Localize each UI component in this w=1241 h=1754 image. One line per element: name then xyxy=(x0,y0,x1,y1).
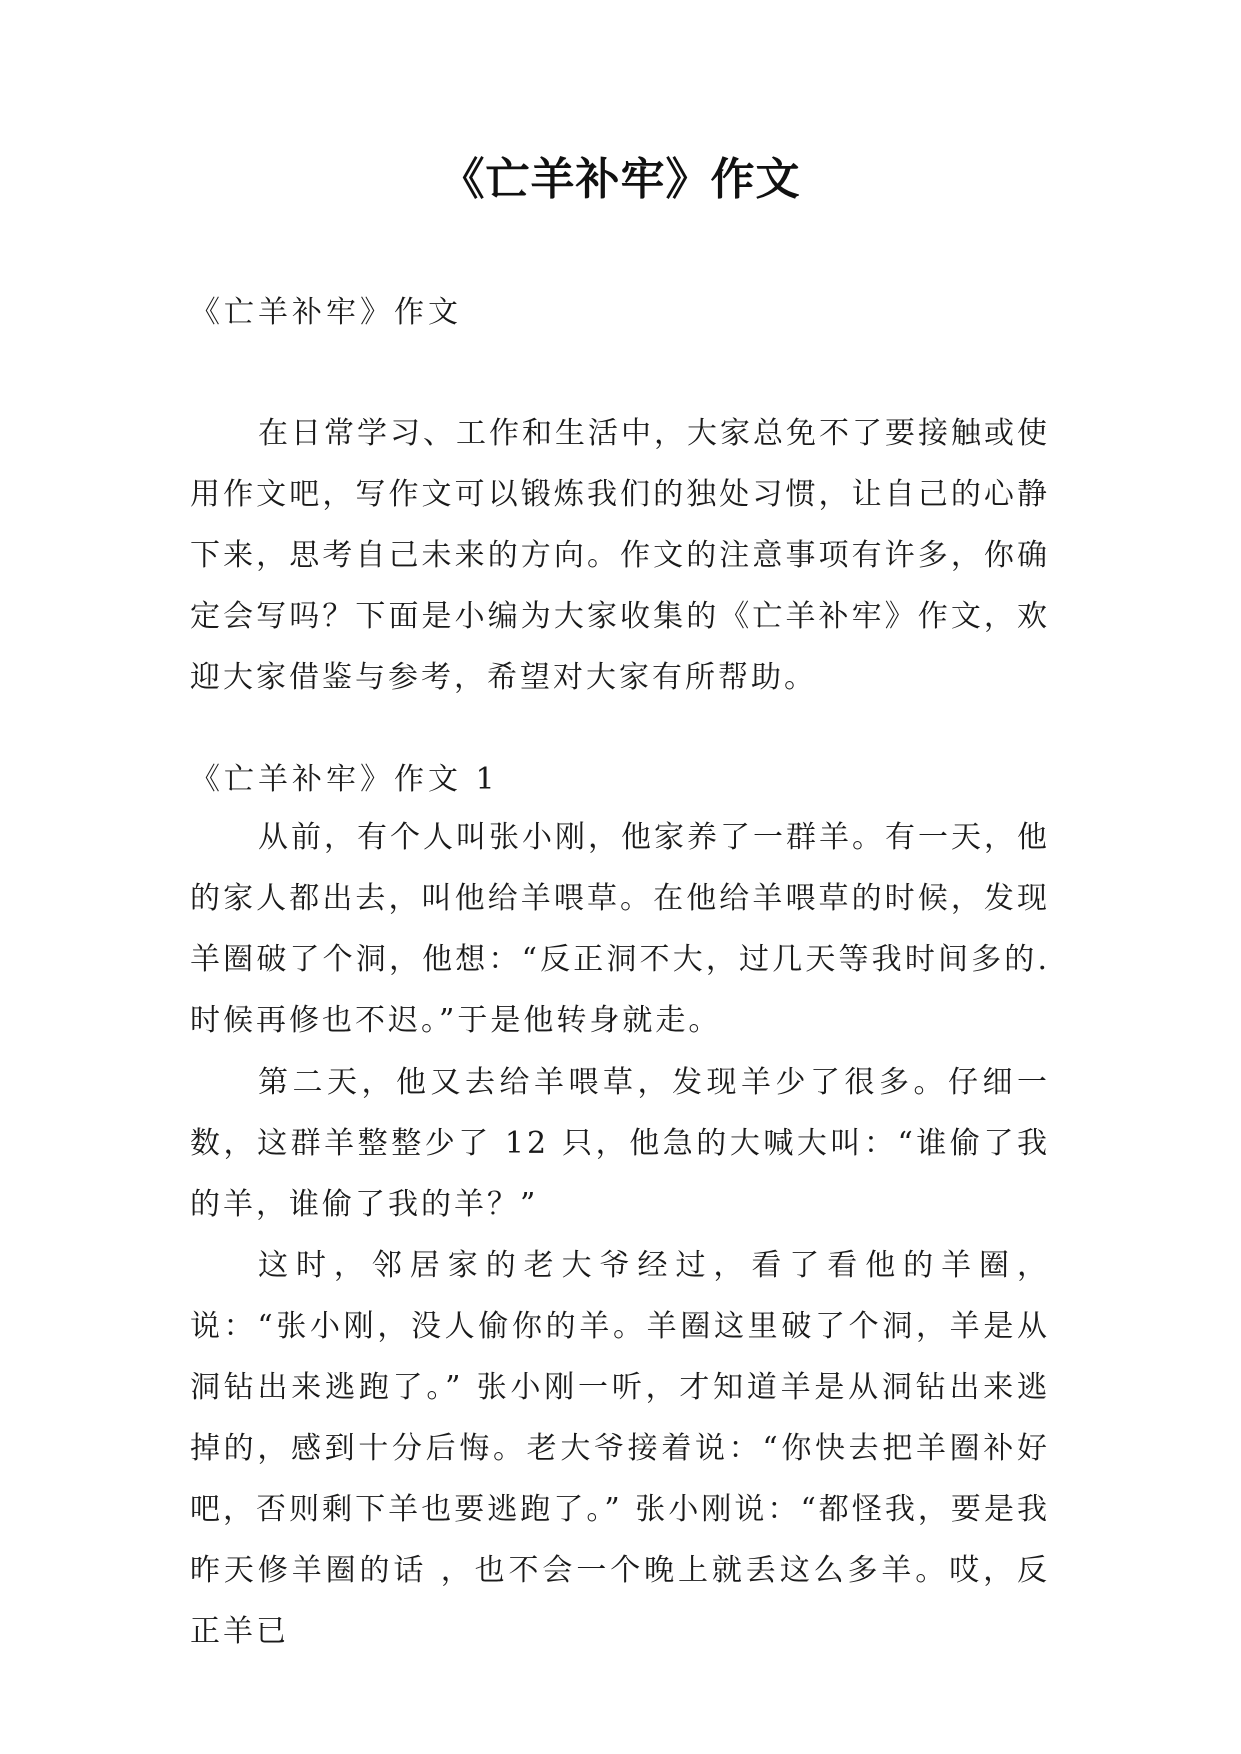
document-title: 《亡羊补牢》作文 xyxy=(440,154,801,205)
section-heading: 《亡羊补牢》作文 1 xyxy=(190,762,499,797)
body-paragraph-3: 这时，邻居家的老大爷经过，看了看他的羊圈，说：“张小刚，没人偷你的羊。羊圈这里破了个洞，羊是从洞钻出来逃跑了。” 张小刚一听，才知道羊是从洞钻出来逃掉的，感到十分后悔。老大爷接着说：“你快去把羊圈补好吧，否则剩下羊也要逃跑了。” 张小刚说：“都怪我，要是我昨天修羊圈的话 ，也不会一个晚上就丢这么多羊。哎，反正羊已 xyxy=(190,1248,1050,1649)
body-paragraph-1: 从前，有个人叫张小刚，他家养了一群羊。有一天，他的家人都出去，叫他给羊喂草。在他给羊喂草的时候，发现羊圈破了个洞，他想：“反正洞不大，过几天等我时间多的.时候再修也不迟。”于是他转身就走。 xyxy=(190,820,1050,1038)
intro-paragraph: 在日常学习、工作和生活中，大家总免不了要接触或使用作文吧，写作文可以锻炼我们的独处习惯，让自己的心静下来，思考自己未来的方向。作文的注意事项有许多，你确定会写吗？下面是小编为大家收集的《亡羊补牢》作文，欢迎大家借鉴与参考，希望对大家有所帮助。 xyxy=(190,416,1050,695)
document-subtitle: 《亡羊补牢》作文 xyxy=(190,295,462,330)
body-paragraph-2: 第二天，他又去给羊喂草，发现羊少了很多。仔细一数，这群羊整整少了 12 只，他急的大喊大叫：“谁偷了我的羊，谁偷了我的羊？” xyxy=(190,1065,1050,1222)
